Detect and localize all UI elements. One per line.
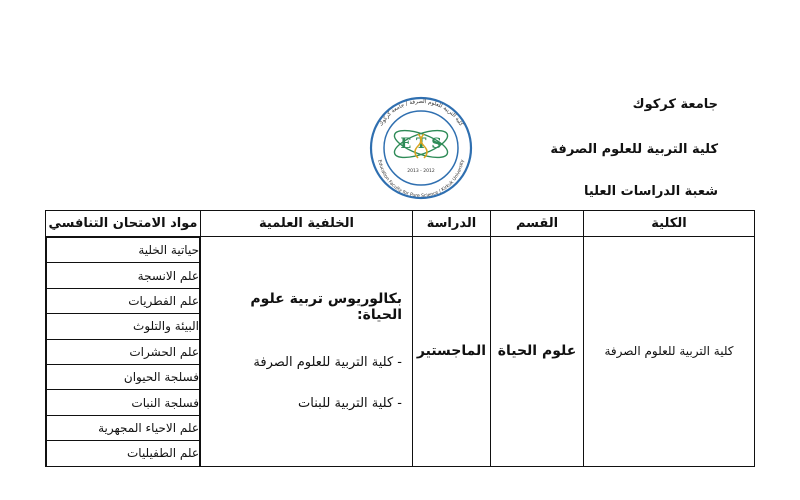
- cell-study: الماجستير: [413, 237, 491, 467]
- list-item: علم الفطريات: [47, 288, 200, 313]
- cell-background: [201, 237, 413, 467]
- background-title: بكالوريوس تربية علوم الحياة:: [250, 291, 402, 324]
- logo-bottom-text: Education Faculty for Pure Science / Kirkuk University: [376, 159, 466, 200]
- header-department: القسم: [491, 211, 584, 237]
- logo-years: 2013 - 2012: [407, 169, 435, 174]
- university-name: جامعة كركوك: [632, 97, 718, 112]
- list-item: حياتية الخلية: [47, 238, 200, 263]
- exam-subjects-list: [46, 237, 200, 466]
- cell-exam-subjects: [46, 237, 201, 467]
- college-name: كلية التربية للعلوم الصرفة: [550, 142, 718, 157]
- cell-college: كلية التربية للعلوم الصرفة: [584, 237, 755, 467]
- header-study: الدراسة: [413, 211, 491, 237]
- header-background: الخلفية العلمية: [201, 211, 413, 237]
- college-seal-logo: [360, 96, 482, 200]
- background-item: - كلية التربية للعلوم الصرفة: [253, 355, 402, 371]
- header-college: الكلية: [584, 211, 755, 237]
- table-header-row: [46, 211, 755, 237]
- header-exam-subjects: مواد الامتحان التنافسي: [46, 211, 201, 237]
- list-item: فسلجة الحيوان: [47, 364, 200, 389]
- list-item: علم الانسجة: [47, 263, 200, 288]
- svg-text:كلية التربية للعلوم الصرفة / ج: [378, 99, 465, 128]
- logo-letters: E T S: [400, 136, 442, 152]
- logo-arc-text: كلية التربية للعلوم الصرفة / جامعة كركوك: [378, 98, 464, 128]
- svg-text:Education Faculty for Pure Sci: [376, 159, 465, 199]
- list-item: علم الاحياء المجهرية: [47, 415, 200, 440]
- background-item: - كلية التربية للبنات: [298, 396, 402, 412]
- cell-department: علوم الحياة: [491, 237, 584, 467]
- programs-table: [45, 210, 755, 467]
- list-item: علم الحشرات: [47, 339, 200, 364]
- table-row: [46, 237, 755, 467]
- list-item: البيئة والتلوث: [47, 314, 200, 339]
- list-item: علم الطفيليات: [47, 441, 200, 466]
- list-item: فسلجة النبات: [47, 390, 200, 415]
- division-name: شعبة الدراسات العليا: [583, 184, 718, 199]
